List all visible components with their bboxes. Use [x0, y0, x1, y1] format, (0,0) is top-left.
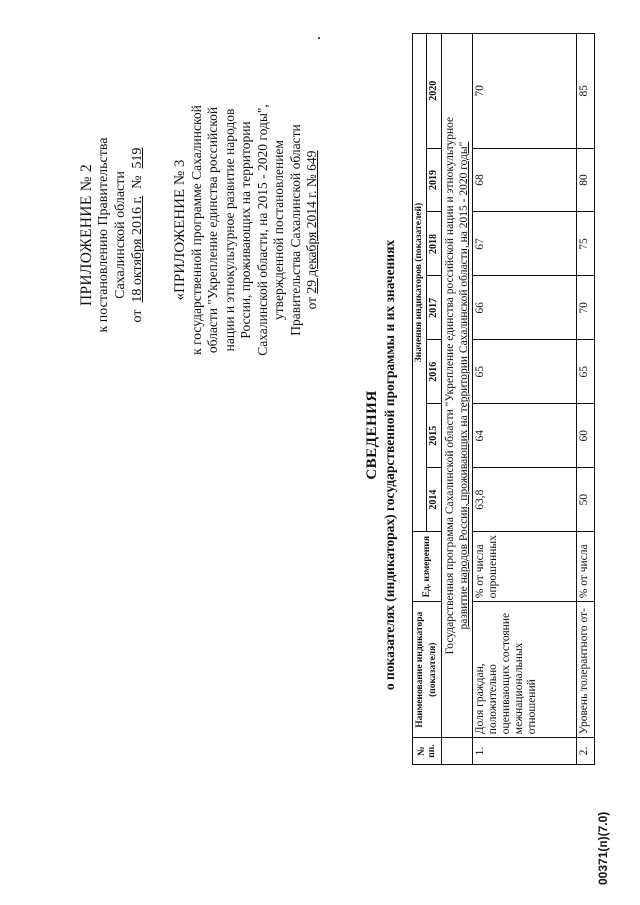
document-subtitle: о показателях (индикаторах) государственной программы и их значениях — [382, 239, 397, 691]
header-indicator-name: Наименование индикатора (показателя) — [413, 602, 442, 738]
header-values: Значения индикаторов (показателей) — [413, 34, 427, 532]
appendix-2-title: ПРИЛОЖЕНИЕ № 2 — [78, 163, 95, 307]
appendix-3-date: 29 декабря 2014 г. № 649 — [304, 150, 319, 294]
indicators-table — [412, 33, 595, 765]
row-value: 64 — [473, 404, 577, 468]
row-value: 70 — [577, 276, 595, 340]
appendix-3-line-2: области "Укрепление единства российской — [205, 106, 220, 354]
appendix-2-line-1: к постановлению Правительства — [96, 137, 111, 333]
appendix-3-line-3: нации и этнокультурное развитие народов — [221, 108, 237, 352]
appendix-2-line-2: Сахалинской области — [113, 171, 128, 299]
header-year: 2015 — [426, 404, 441, 468]
row-value: 60 — [577, 404, 595, 468]
row-value: 85 — [577, 34, 595, 149]
appendix-3-line-5: Сахалинской области, на 2015 - 2020 годы", — [254, 104, 270, 356]
row-value: 63,8 — [473, 468, 577, 532]
appendix-3-line-4: России, проживающих на территории — [238, 121, 253, 339]
scan-speck — [318, 37, 320, 39]
header-unit: Ед. измерения — [413, 532, 442, 602]
appendix-3-header — [172, 45, 321, 415]
appendix-3-title: «ПРИЛОЖЕНИЕ № 3 — [172, 159, 188, 301]
appendix-2-date: 18 октября 2016 г. — [130, 195, 145, 303]
table-row — [473, 34, 577, 765]
row-value: 65 — [473, 340, 577, 404]
header-number: № пп. — [413, 738, 442, 765]
appendix-2-date-line — [129, 65, 146, 405]
row-value: 68 — [473, 148, 577, 212]
row-number: 2. — [577, 738, 595, 765]
appendix-3-line-7: Правительства Сахалинской области — [287, 124, 303, 336]
program-title — [442, 34, 473, 738]
appendix-3-date-prefix: от — [304, 296, 319, 310]
appendix-3-line-6: утвержденной постановлением — [271, 140, 286, 320]
appendix-2-date-prefix: от — [130, 309, 145, 323]
row-unit: % от числа — [577, 532, 595, 602]
table-header-row-1 — [413, 34, 427, 765]
row-value: 50 — [577, 468, 595, 532]
header-year: 2016 — [426, 340, 441, 404]
row-value: 67 — [473, 212, 577, 276]
table-row — [577, 34, 595, 765]
row-indicator-name: Уровень толерантного от- — [577, 602, 595, 738]
header-year: 2018 — [426, 212, 441, 276]
row-value: 66 — [473, 276, 577, 340]
program-title-line-1: Государственная программа Сахалинской области "Укрепление единства российской нации и этнокультурное — [444, 116, 456, 655]
header-year: 2020 — [426, 34, 441, 149]
header-year: 2019 — [426, 148, 441, 212]
row-value: 75 — [577, 212, 595, 276]
row-value: 70 — [473, 34, 577, 149]
document-title: СВЕДЕНИЯ — [364, 390, 380, 480]
appendix-3-line-1: к государственной программе Сахалинской — [188, 105, 204, 355]
appendix-3-date-line — [304, 45, 321, 415]
appendix-2-number: 519 — [130, 147, 145, 169]
header-year: 2014 — [426, 468, 441, 532]
row-number: 1. — [473, 738, 577, 765]
document-code: 00371(п)(7.0) — [596, 811, 610, 885]
program-row-number — [442, 738, 473, 765]
header-year: 2017 — [426, 276, 441, 340]
row-indicator-name: Доля граждан, положительно оценивающих состояние межнациональных отношений — [473, 602, 577, 738]
program-title-line-2: развитие народов России, проживающих на территории Сахалинской области, на 2015 - 2020 годы" — [458, 141, 470, 630]
row-unit: % от числа опрошенных — [473, 532, 577, 602]
row-value: 80 — [577, 148, 595, 212]
program-row — [442, 34, 473, 765]
appendix-2-header — [78, 65, 146, 405]
appendix-2-number-prefix: № — [130, 175, 145, 189]
row-value: 65 — [577, 340, 595, 404]
